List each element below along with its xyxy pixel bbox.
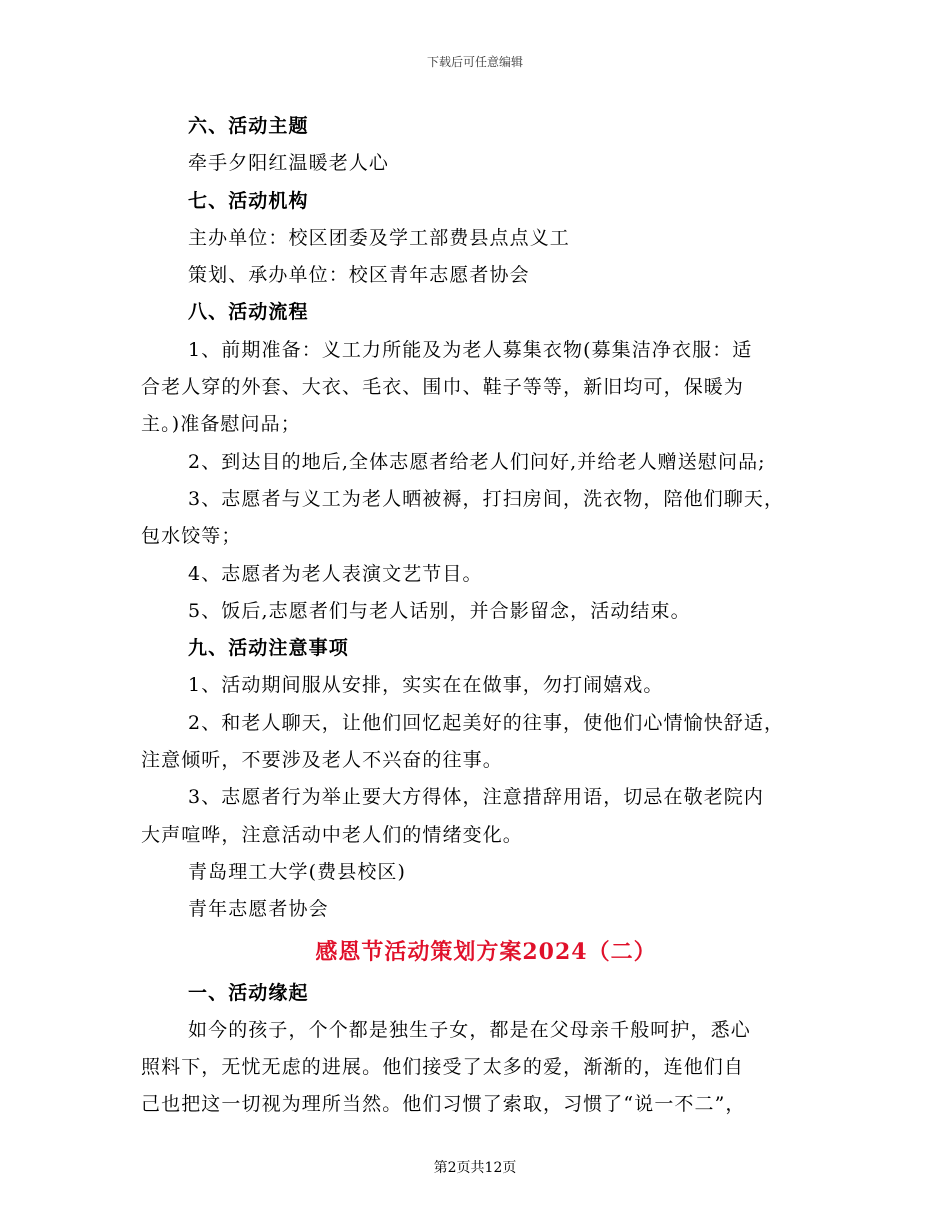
list-item: 2、和老人聊天，让他们回忆起美好的往事，使他们心情愉快舒适， (188, 711, 785, 734)
section-heading-6: 六、活动主题 (188, 115, 309, 137)
paragraph-line: 主办单位：校区团委及学工部费县点点义工 (188, 226, 570, 249)
section-heading-1: 一、活动缘起 (188, 981, 309, 1004)
page-header: 下载后可任意编辑 (426, 55, 523, 69)
paragraph-line: 注意倾听，不要涉及老人不兴奋的往事。 (141, 749, 503, 772)
list-item: 1、前期准备：义工力所能及为老人募集衣物(募集洁净衣服：适 (188, 338, 753, 361)
paragraph-line: 牵手夕阳红温暖老人心 (188, 152, 390, 175)
section-heading-9: 九、活动注意事项 (188, 637, 349, 660)
paragraph-line: 包水饺等； (141, 525, 242, 548)
paragraph-line: 照料下，无忧无虑的进展。他们接受了太多的爱，渐渐的，连他们自 (141, 1056, 745, 1079)
page-footer: 第2页共12页 (433, 1160, 517, 1176)
paragraph-line: 策划、承办单位：校区青年志愿者协会 (188, 264, 530, 287)
paragraph-line: 己也把这一切视为理所当然。他们习惯了索取，习惯了“说一不二”， (141, 1093, 746, 1116)
paragraph-line: 大声喧哗，注意活动中老人们的情绪变化。 (141, 823, 523, 846)
paragraph-line: 如今的孩子，个个都是独生子女，都是在父母亲千般呵护，悉心 (188, 1018, 751, 1041)
signature-organization: 青岛理工大学(费县校区) (188, 860, 407, 883)
list-item: 1、活动期间服从安排，实实在在做事，勿打闹嬉戏。 (188, 674, 664, 697)
list-item: 4、志愿者为老人表演文艺节目。 (188, 562, 483, 585)
list-item: 5、饭后,志愿者们与老人话别，并合影留念，活动结束。 (188, 599, 691, 622)
list-item: 3、志愿者与义工为老人晒被褥，打扫房间，洗衣物，陪他们聊天， (188, 487, 785, 510)
document-body (141, 108, 831, 1124)
paragraph-line: 主。)准备慰问品； (141, 413, 301, 436)
signature-association: 青年志愿者协会 (188, 898, 329, 921)
section-heading-8: 八、活动流程 (188, 301, 309, 324)
list-item: 3、志愿者行为举止要大方得体，注意措辞用语，切忌在敬老院内 (188, 786, 764, 809)
list-item: 2、到达目的地后,全体志愿者给老人们问好,并给老人赠送慰问品; (188, 450, 766, 473)
paragraph-line: 合老人穿的外套、大衣、毛衣、围巾、鞋子等等，新旧均可，保暖为 (141, 376, 745, 399)
document-title: 感恩节活动策划方案2024（二） (315, 938, 657, 965)
section-heading-7: 七、活动机构 (188, 189, 309, 212)
